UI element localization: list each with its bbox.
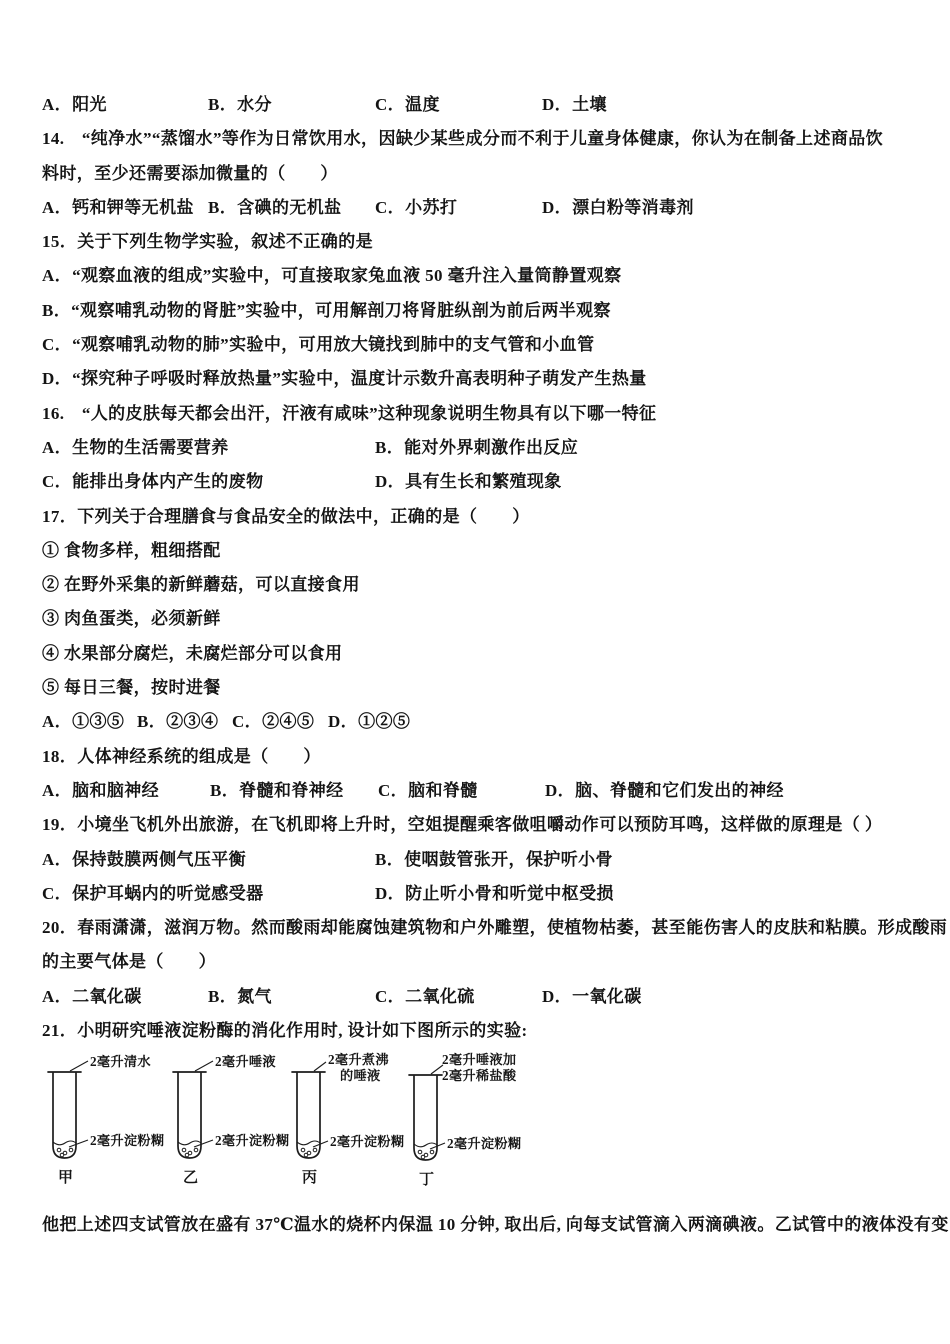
q16-stem: 16. “人的皮肤每天都会出汗，汗液有咸味”这种现象说明生物具有以下哪一特征 <box>42 403 657 423</box>
q18-stem: 18．人体神经系统的组成是（ ） <box>42 746 321 766</box>
q18-option-c: C．脑和脊髓 <box>378 780 478 800</box>
q16-options-row1 <box>42 431 912 465</box>
q15-option-a: A．“观察血液的组成”实验中，可直接取家兔血液 50 毫升注入量筒静置观察 <box>42 266 622 286</box>
q20-stem-line2: 的主要气体是（ ） <box>42 952 216 972</box>
tube-ding-name: 丁 <box>419 1172 435 1189</box>
q19-option-a: A．保持鼓膜两侧气压平衡 <box>42 849 247 869</box>
q14-stem-line2: 料时，至少还需要添加微量的（ ） <box>42 163 338 183</box>
test-tube-diagram <box>42 1050 912 1192</box>
tube-bing-top-label-2: 的唾液 <box>340 1068 381 1084</box>
q18-option-b: B．脊髓和脊神经 <box>210 780 344 800</box>
test-tube-bing <box>292 1051 405 1186</box>
tube-bing-top-label-1: 2毫升煮沸 <box>328 1052 389 1068</box>
q20-option-a: A．二氧化碳 <box>42 986 142 1006</box>
q18-options-row <box>42 774 912 808</box>
q14-options-row <box>42 191 912 225</box>
tube-yi-top-label: 2毫升唾液 <box>215 1054 276 1070</box>
q17-item-1: ① 食物多样，粗细搭配 <box>42 540 221 560</box>
q15-option-c: C．“观察哺乳动物的肺”实验中，可用放大镜找到肺中的支气管和小血管 <box>42 335 595 355</box>
test-tube-ding <box>409 1051 522 1188</box>
tube-yi-bottom-label: 2毫升淀粉糊 <box>215 1133 290 1149</box>
q15-option-b: B．“观察哺乳动物的肾脏”实验中，可用解剖刀将肾脏纵剖为前后两半观察 <box>42 300 611 320</box>
q14-option-d: D．漂白粉等消毒剂 <box>542 197 694 217</box>
q16-option-d: D．具有生长和繁殖现象 <box>375 472 562 492</box>
q17-option-b: B．②③④ <box>137 712 219 732</box>
q21-footer-text: 他把上述四支试管放在盛有 37℃温水的烧杯内保温 10 分钟, 取出后, 向每支试管滴入两滴碘液。乙试管中的液体没有变 <box>42 1215 949 1235</box>
q16-options-row2 <box>42 465 912 499</box>
q19-option-b: B．使咽鼓管张开，保护听小骨 <box>375 849 613 869</box>
q19-options-row2 <box>42 877 912 911</box>
tube-jia-bottom-label: 2毫升淀粉糊 <box>90 1133 165 1149</box>
test-tube-diagram-svg <box>42 1050 582 1192</box>
q17-option-a: A．①③⑤ <box>42 712 125 732</box>
q14-option-b: B．含碘的无机盐 <box>208 197 342 217</box>
q16-option-b: B．能对外界刺激作出反应 <box>375 437 579 457</box>
q13-option-d: D．土壤 <box>542 95 607 114</box>
q17-item-2: ② 在野外采集的新鲜蘑菇，可以直接食用 <box>42 575 360 595</box>
q20-option-c: C．二氧化硫 <box>375 986 475 1006</box>
q18-option-d: D．脑、脊髓和它们发出的神经 <box>545 780 784 800</box>
q15-stem: 15．关于下列生物学实验，叙述不正确的是 <box>42 232 373 252</box>
q21-stem: 21．小明研究唾液淀粉酶的消化作用时, 设计如下图所示的实验: <box>42 1021 528 1041</box>
q13-option-b: B．水分 <box>208 95 272 114</box>
tube-jia-name: 甲 <box>58 1170 74 1187</box>
q19-options-row1 <box>42 843 912 877</box>
q17-option-c: C．②④⑤ <box>232 712 315 732</box>
q15-option-d: D．“探究种子呼吸时释放热量”实验中，温度计示数升高表明种子萌发产生热量 <box>42 369 647 389</box>
q20-options-row <box>42 980 912 1014</box>
q14-stem-line1: 14. “纯净水”“蒸馏水”等作为日常饮用水，因缺少某些成分而不利于儿童身体健康，你认为在制备上述商品饮 <box>42 129 884 149</box>
q17-option-d: D．①②⑤ <box>328 712 411 732</box>
q16-option-c: C．能排出身体内产生的废物 <box>42 472 264 492</box>
q16-option-a: A．生物的生活需要营养 <box>42 437 229 457</box>
tube-bing-bottom-label: 2毫升淀粉糊 <box>330 1134 405 1150</box>
q13-option-c: C．温度 <box>375 95 440 114</box>
q17-item-3: ③ 肉鱼蛋类，必须新鲜 <box>42 609 221 629</box>
tube-ding-top-label-2: 2毫升稀盐酸 <box>442 1068 517 1084</box>
q14-option-a: A．钙和钾等无机盐 <box>42 197 194 217</box>
q17-item-4: ④ 水果部分腐烂，未腐烂部分可以食用 <box>42 643 343 663</box>
q13-options-row <box>42 88 912 122</box>
q14-option-c: C．小苏打 <box>375 197 458 217</box>
tube-jia-top-label: 2毫升清水 <box>90 1054 151 1070</box>
q17-options-row <box>42 705 912 739</box>
test-tube-jia <box>48 1053 165 1186</box>
q17-stem: 17．下列关于合理膳食与食品安全的做法中，正确的是（ ） <box>42 506 530 526</box>
q19-option-c: C．保护耳蜗内的听觉感受器 <box>42 883 264 903</box>
q13-option-a: A．阳光 <box>42 95 107 114</box>
q17-item-5: ⑤ 每日三餐，按时进餐 <box>42 678 221 698</box>
tube-bing-name: 丙 <box>302 1170 318 1187</box>
q19-option-d: D．防止听小骨和听觉中枢受损 <box>375 883 614 903</box>
tube-ding-top-label-1: 2毫升唾液加 <box>442 1052 517 1068</box>
q19-stem: 19．小境坐飞机外出旅游，在飞机即将上升时，空姐提醒乘客做咀嚼动作可以预防耳鸣，这样做的原理是（ ） <box>42 815 883 835</box>
q20-option-b: B．氮气 <box>208 986 272 1006</box>
q18-option-a: A．脑和脑神经 <box>42 780 160 800</box>
q20-option-d: D．一氧化碳 <box>542 986 642 1006</box>
tube-yi-name: 乙 <box>183 1170 199 1187</box>
tube-ding-bottom-label: 2毫升淀粉糊 <box>447 1136 522 1152</box>
exam-content <box>42 88 949 1242</box>
q20-stem-line1: 20．春雨潇潇，滋润万物。然而酸雨却能腐蚀建筑物和户外雕塑，使植物枯萎，甚至能伤害人的皮肤和粘膜。形成酸雨 <box>42 918 948 938</box>
test-tube-yi <box>173 1053 290 1186</box>
